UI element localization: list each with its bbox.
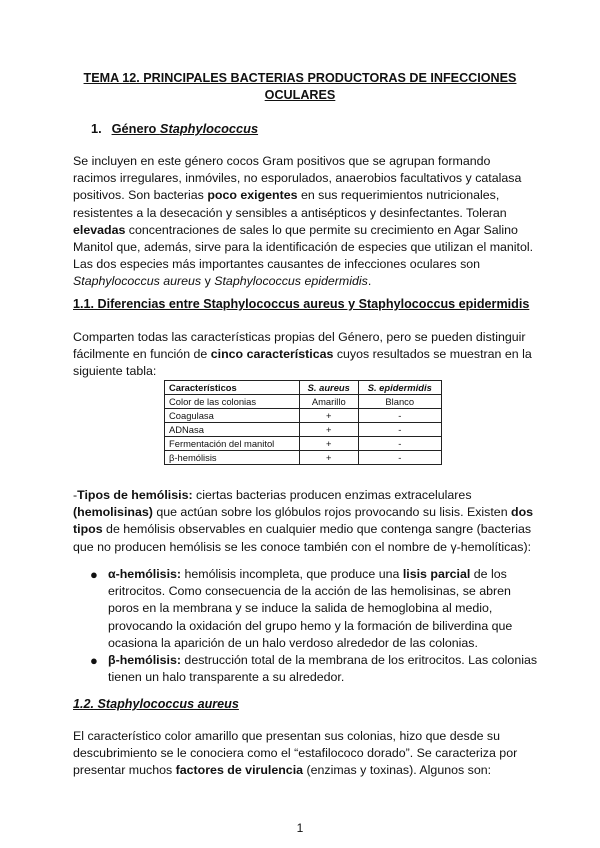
table-row xyxy=(165,395,442,409)
aureus-text-1: El característico color amarillo que presentan sus colonias, hizo que desde su descubrimiento se le conociera como el “estafilococo dorado”. Se caracteriza por presentar muchos xyxy=(73,729,518,778)
hemolysis-bold-2: (hemolisinas) xyxy=(73,505,153,520)
intro-text-2: en sus requerimientos nutricionales, resistentes a la desecación y sensibles a antisépticos y desinfectantes. Toleran xyxy=(73,188,507,220)
table-cell: + xyxy=(300,423,359,437)
table-cell: + xyxy=(300,437,359,451)
table-cell: + xyxy=(300,451,359,465)
table-cell: - xyxy=(358,423,442,437)
hemolysis-text-3: de hemólisis observables en cualquier medio que contenga sangre (bacterias que no producen hemólisis se les conoce también con el nombre de γ-hemolíticas): xyxy=(73,522,532,554)
bullet-icon: ● xyxy=(90,567,98,582)
compare-paragraph xyxy=(73,329,535,381)
section-1-genus: Staphylococcus xyxy=(159,121,259,136)
intro-italic-2: Staphylococcus epidermidis xyxy=(214,274,368,289)
document-title xyxy=(72,70,528,104)
intro-text-5: . xyxy=(367,274,372,289)
page-number: 1 xyxy=(296,821,304,835)
table-cell: + xyxy=(300,409,359,423)
hemolysis-dash: - xyxy=(73,488,78,502)
table-cell: - xyxy=(358,451,442,465)
intro-bold-2: elevadas xyxy=(73,222,126,237)
bullet-icon: ● xyxy=(90,653,98,669)
compare-text-1: Comparten todas las características propias del Género, pero se pueden distinguir fácilmente en función de xyxy=(73,330,526,362)
table-cell: - xyxy=(358,437,442,451)
aureus-bold-1: factores de virulencia xyxy=(175,763,304,778)
hemolysis-list xyxy=(90,566,538,686)
bullet-text: de los eritrocitos. Como consecuencia de la acción de las hemolisinas, se abren poros en la membrana y se induce la salida de hemoglobina al medio, provocando la oxidación del grupo hemo y la formación de biliverdina que ocasiona la aparición de un halo verdoso alrededor de las colonias. xyxy=(108,567,513,650)
table-cell: - xyxy=(358,409,442,423)
table-header-row xyxy=(165,381,442,395)
compare-bold-1: cinco características xyxy=(210,347,334,362)
section-1-2-heading xyxy=(73,696,239,713)
list-item xyxy=(90,652,538,686)
section-1-number: 1. xyxy=(91,121,102,136)
compare-text-2: cuyos resultados se muestran en la siguiente tabla: xyxy=(73,347,532,379)
intro-text-1: Se incluyen en este género cocos Gram positivos que se agrupan formando racimos irregulares, inmóviles, no esporulados, anaerobios facultativos y catalasa positivos. Son bacterias xyxy=(73,154,522,203)
table-header: Característicos xyxy=(165,381,300,395)
intro-paragraph xyxy=(73,153,535,291)
table-cell: Fermentación del manitol xyxy=(165,437,300,451)
intro-bold-1: poco exigentes xyxy=(207,188,298,203)
section-1-heading xyxy=(91,120,258,137)
intro-text-3: concentraciones de sales lo que permite su crecimiento en Agar Salino Manitol que, además, sirve para la identificación de especies que utilizan el manitol. Las dos especies más importantes causantes de infecciones oculares son xyxy=(73,222,534,272)
intro-text-4: y xyxy=(201,274,215,289)
hemolysis-bold-1: Tipos de hemólisis: xyxy=(77,488,193,502)
bullet-text: hemólisis incompleta, que produce una xyxy=(181,567,403,581)
section-1-label: Género xyxy=(111,121,160,136)
table-cell: Coagulasa xyxy=(165,409,300,423)
table-row xyxy=(165,423,442,437)
aureus-paragraph xyxy=(73,728,535,780)
bullet-text: destrucción total de la membrana de los eritrocitos. Las colonias tienen un halo transparente a su alrededor. xyxy=(108,653,538,685)
table-header: S. aureus xyxy=(300,381,359,395)
intro-italic-1: Staphylococcus aureus xyxy=(73,274,202,289)
table-row xyxy=(165,451,442,465)
table-header: S. epidermidis xyxy=(358,381,442,395)
bullet-term: α-hemólisis: xyxy=(108,567,182,581)
list-item xyxy=(90,566,538,652)
characteristics-table xyxy=(164,380,442,465)
table-row xyxy=(165,437,442,451)
table-cell: Blanco xyxy=(358,395,442,409)
bullet-term: β-hemólisis: xyxy=(108,653,181,668)
hemolysis-bold-3: dos tipos xyxy=(73,505,534,537)
table-cell: ADNasa xyxy=(165,423,300,437)
table-cell: β-hemólisis xyxy=(165,451,300,465)
title-line-2: OCULARES xyxy=(264,88,336,102)
bullet-bold: lisis parcial xyxy=(402,567,471,581)
hemolysis-text-1: ciertas bacterias producen enzimas extracelulares xyxy=(192,488,472,502)
hemolysis-text-2: que actúan sobre los glóbulos rojos provocando su lisis. Existen xyxy=(152,505,512,520)
section-1-2-title: 1.2. Staphylococcus aureus xyxy=(73,697,239,711)
aureus-text-2: (enzimas y toxinas). Algunos son: xyxy=(303,763,492,778)
table-cell: Color de las colonias xyxy=(165,395,300,409)
table-row xyxy=(165,409,442,423)
section-1-1-heading: 1.1. Diferencias entre Staphylococcus aureus y Staphylococcus epidermidis xyxy=(73,297,530,311)
hemolysis-paragraph xyxy=(73,487,535,556)
title-line-1: TEMA 12. PRINCIPALES BACTERIAS PRODUCTORAS DE INFECCIONES xyxy=(83,71,517,85)
table-cell: Amarillo xyxy=(300,395,359,409)
